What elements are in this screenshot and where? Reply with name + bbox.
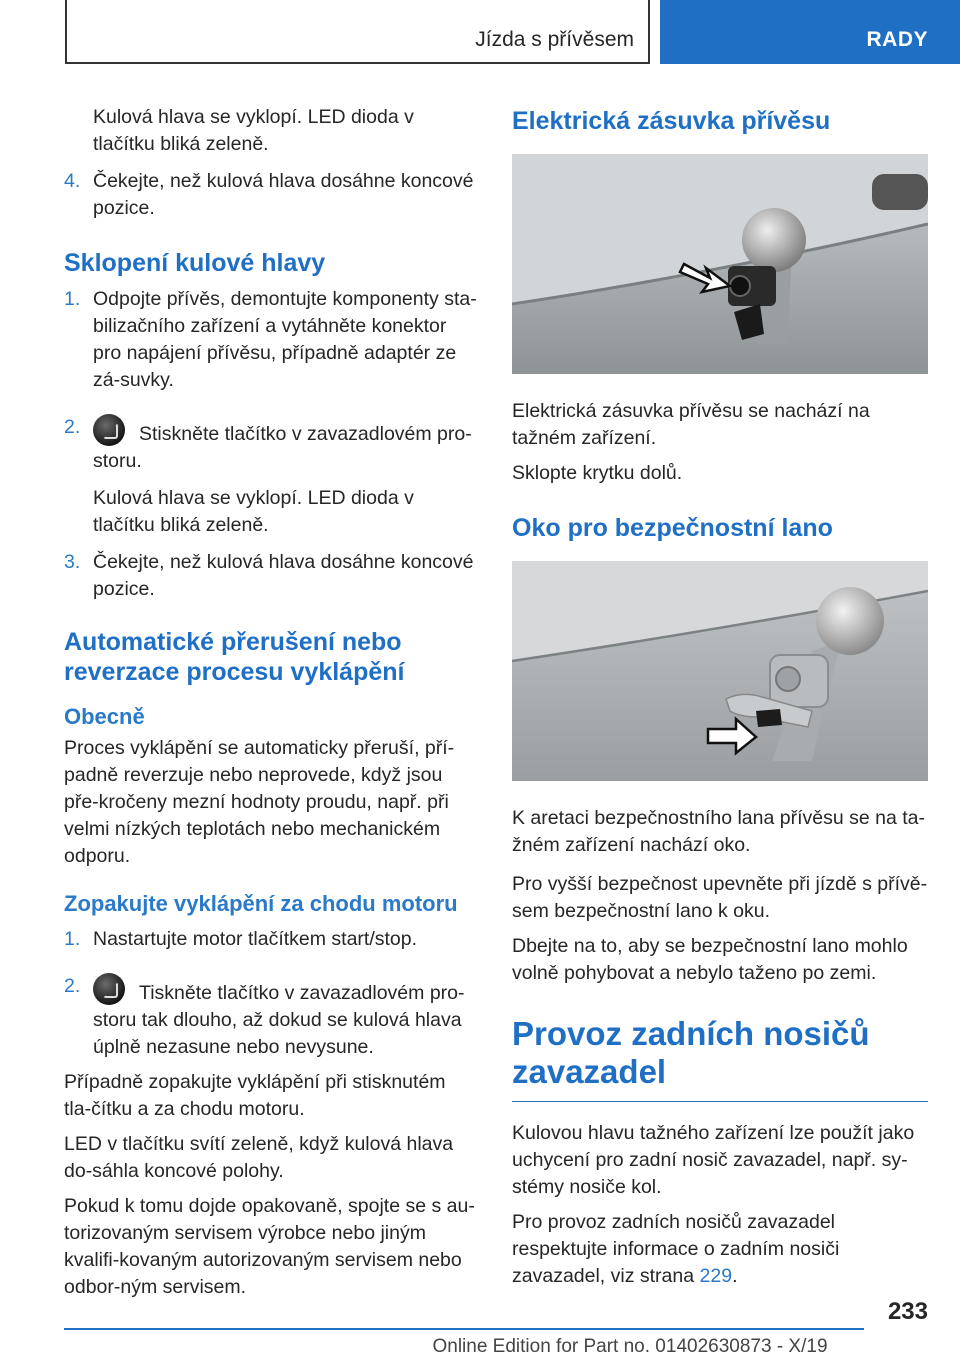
step-number: 1. <box>64 928 81 950</box>
carrier-paragraph-2-text: Pro provoz zadních nosičů zavazadel respektujte informace o zadním nosiči zavazadel, viz strana <box>512 1211 840 1287</box>
safety-eye-illustration <box>512 561 928 781</box>
page-reference-link[interactable]: 229 <box>699 1265 733 1287</box>
header-chapter-title: RADY <box>866 28 928 51</box>
socket-paragraph-2: Sklopte krytku dolů. <box>512 462 683 484</box>
page-number: 233 <box>887 1298 928 1325</box>
heading-rule <box>512 1101 928 1102</box>
eye-paragraph-1: K aretaci bezpečnostního lana přívěsu se na ta-žném zařízení nachází oko. <box>512 807 926 856</box>
carrier-paragraph-1: Kulovou hlavu tažného zařízení lze použít jako uchycení pro zadní nosič zavazadel, např. sy-stémy nosiče kol. <box>512 1122 915 1198</box>
intro-step-4 <box>64 168 478 222</box>
repeat-paragraph-3: Pokud k tomu dojde opakovaně, spojte se s au-torizovaným servisem výrobce nebo jiným kvalifi-kovaným autorizovaným servisem nebo odbor-ným servisem. <box>64 1195 475 1298</box>
trunk-button-icon <box>93 973 125 1005</box>
repeat-heading: Zopakujte vyklápění za chodu motoru <box>64 891 458 916</box>
header-section-box <box>65 0 650 64</box>
carrier-heading: Provoz zadních nosičů zavazadel <box>512 1015 870 1090</box>
step-text: Tiskněte tlačítko v zavazadlovém pro-storu tak dlouho, až dokud se kulová hlava úplně nezasune nebo nevysune. <box>93 982 465 1058</box>
step-text: Odpojte přívěs, demontujte komponenty sta-bilizačního zařízení a vytáhněte konektor pro napájení přívěsu, případně adaptér ze zá-suvky. <box>93 288 477 391</box>
step-number: 1. <box>64 288 81 310</box>
step-number: 3. <box>64 551 81 573</box>
fold-heading: Sklopení kulové hlavy <box>64 249 326 277</box>
eye-heading: Oko pro bezpečnostní lano <box>512 514 833 542</box>
general-heading: Obecně <box>64 704 145 729</box>
step-text: Čekejte, než kulová hlava dosáhne koncové pozice. <box>93 551 474 600</box>
step-number: 2. <box>64 975 81 997</box>
fold-step-2-result: Kulová hlava se vyklopí. LED dioda v tlačítku bliká zeleně. <box>93 487 414 536</box>
carrier-paragraph-2-end: . <box>732 1265 738 1287</box>
step-number: 4. <box>64 170 81 192</box>
carrier-paragraph-2 <box>512 1209 928 1290</box>
right-column <box>512 98 928 1290</box>
eye-paragraph-2: Pro vyšší bezpečnost upevněte při jízdě s přívě-sem bezpečnostní lano k oku. <box>512 873 928 922</box>
step-number: 2. <box>64 416 81 438</box>
repeat-step-2 <box>64 973 478 1061</box>
trunk-button-icon <box>93 414 125 446</box>
trailer-socket-photo <box>512 154 928 374</box>
socket-paragraph-1: Elektrická zásuvka přívěsu se nachází na tažném zařízení. <box>512 400 870 449</box>
safety-eye-photo <box>512 561 928 781</box>
auto-interrupt-heading: Automatické přerušení nebo reverzace procesu vyklápění <box>64 628 405 686</box>
general-paragraph: Proces vyklápění se automaticky přeruší, pří-padně reverzuje nebo neprovede, když jsou pře-kročeny mezní hodnoty proudu, např. při velmi nízkých teplotách nebo mechanickém odporu. <box>64 737 455 867</box>
footer-edition: Online Edition for Part no. 01402630873 - X/19 <box>432 1336 828 1357</box>
repeat-step-1 <box>64 926 478 953</box>
step-text: Stiskněte tlačítko v zavazadlovém pro-storu. <box>93 423 472 472</box>
footer-rule <box>64 1328 864 1330</box>
fold-step-2 <box>64 414 478 475</box>
step-text: Čekejte, než kulová hlava dosáhne koncové pozice. <box>93 170 474 219</box>
socket-heading: Elektrická zásuvka přívěsu <box>512 107 831 135</box>
fold-step-3 <box>64 549 478 603</box>
header-section-title: Jízda s přívěsem <box>475 28 634 51</box>
repeat-paragraph-2: LED v tlačítku svítí zeleně, když kulová hlava do-sáhla koncové polohy. <box>64 1133 454 1182</box>
left-column <box>64 98 478 1301</box>
trailer-socket-illustration <box>512 154 928 374</box>
eye-paragraph-3: Dbejte na to, aby se bezpečnostní lano mohlo volně pohybovat a nebylo taženo po zemi. <box>512 935 908 984</box>
header-chapter-tab[interactable] <box>660 0 960 64</box>
repeat-paragraph-1: Případně zopakujte vyklápění při stisknutém tla-čítku a za chodu motoru. <box>64 1071 446 1120</box>
step-text: Nastartujte motor tlačítkem start/stop. <box>93 928 418 950</box>
intro-paragraph: Kulová hlava se vyklopí. LED dioda v tlačítku bliká zeleně. <box>93 106 414 155</box>
fold-step-1 <box>64 286 478 394</box>
